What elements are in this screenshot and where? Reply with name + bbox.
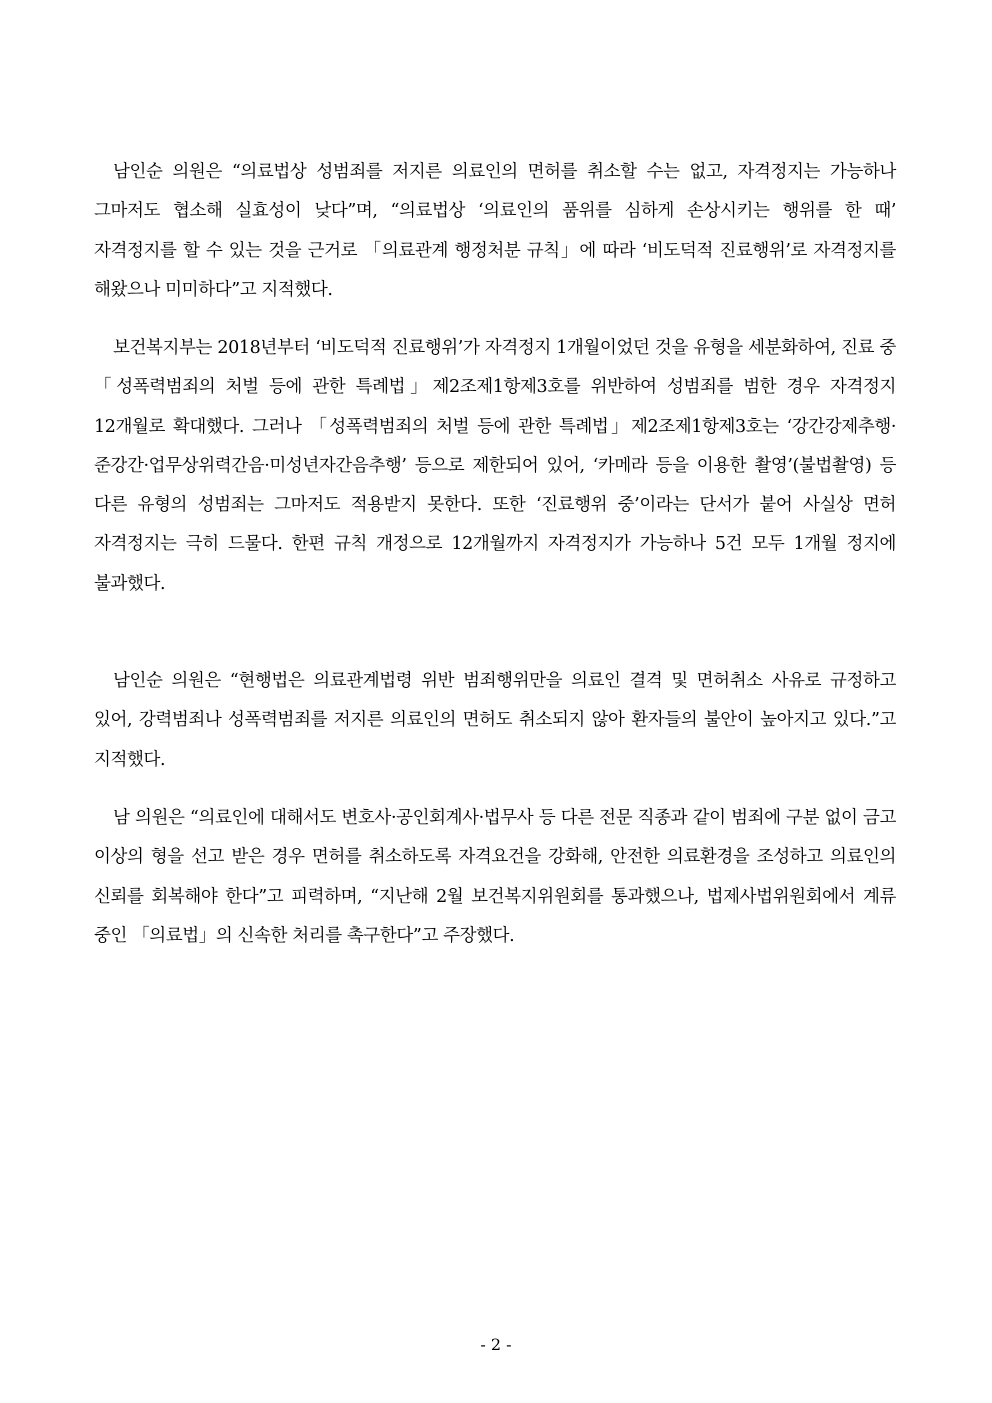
paragraph-1: 남인순 의원은 “의료법상 성범죄를 저지른 의료인의 면허를 취소할 수는 없고, 자격정지는 가능하나 그마저도 협소해 실효성이 낮다”며, “의료법상 ‘의료인의 품위를 심하게 손상시키는 행위를 한 때’ 자격정지를 할 수 있는 것을 근거로 「의료관계 행정처분 규칙」에 따라 ‘비도덕적 진료행위’로 자격정지를 해왔으나 미미하다”고 지적했다. [94,162,896,300]
paragraph-2: 보건복지부는 2018년부터 ‘비도덕적 진료행위’가 자격정지 1개월이었던 것을 유형을 세분화하여, 진료 중 「성폭력범죄의 처벌 등에 관한 특례법」제2조제1항제3호를 위반하여 성범죄를 범한 경우 자격정지 12개월로 확대했다. 그러나 「성폭력범죄의 처벌 등에 관한 특례법」제2조제1항제3호는 ‘강간강제추행·준강간·업무상위력간음·미성년자간음추행’ 등으로 제한되어 있어, ‘카메라 등을 이용한 촬영’(불법촬영) 등 다른 유형의 성범죄는 그마저도 적용받지 못한다. 또한 ‘진료행위 중’이라는 단서가 붙어 사실상 면허 자격정지는 극히 드물다. 한편 규칙 개정으로 12개월까지 자격정지가 가능하나 5건 모두 1개월 정지에 불과했다. [94,338,896,594]
paragraph-3: 남인순 의원은 “현행법은 의료관계법령 위반 범죄행위만을 의료인 결격 및 면허취소 사유로 규정하고 있어, 강력범죄나 성폭력범죄를 저지른 의료인의 면허도 취소되지 않아 환자들의 불안이 높아지고 있다.”고 지적했다. [94,671,896,770]
paragraph-4: 남 의원은 “의료인에 대해서도 변호사·공인회계사·법무사 등 다른 전문 직종과 같이 범죄에 구분 없이 금고 이상의 형을 선고 받은 경우 면허를 취소하도록 자격요건을 강화해, 안전한 의료환경을 조성하고 의료인의 신뢰를 회복해야 한다”고 피력하며, “지난해 2월 보건복지위원회를 통과했으나, 법제사법위원회에서 계류 중인 「의료법」의 신속한 처리를 촉구한다”고 주장했다. [94,808,896,946]
page-number: - 2 - [480,1335,512,1354]
body-text [94,153,896,995]
